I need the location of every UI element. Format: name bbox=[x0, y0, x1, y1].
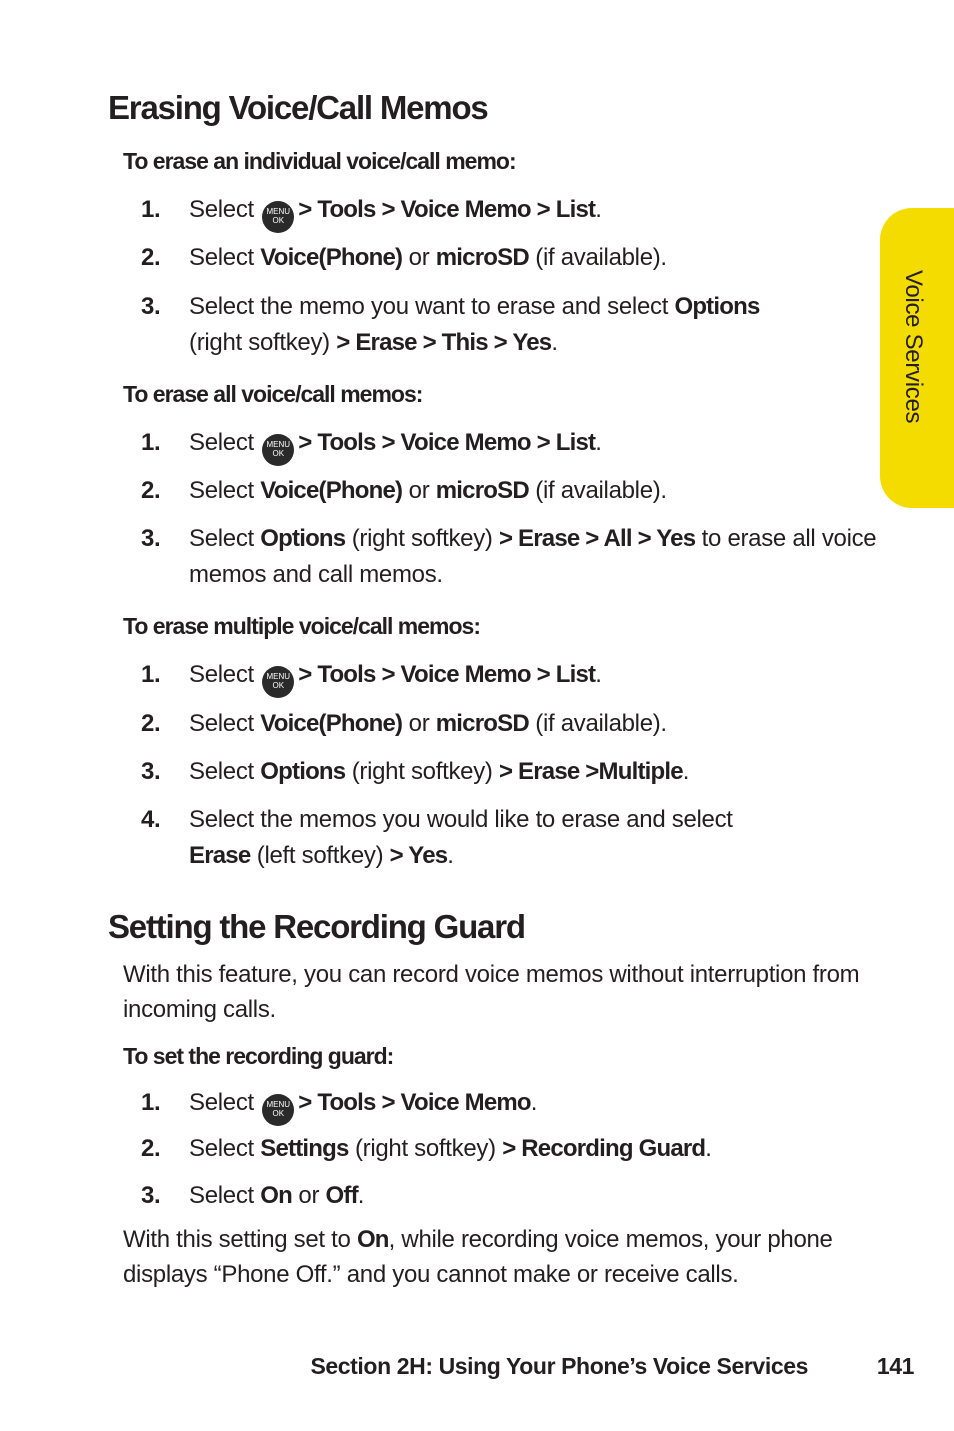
page-footer bbox=[0, 1348, 954, 1384]
guard-heading: Setting the Recording Guard bbox=[108, 908, 525, 945]
individual-step-2: 2. Select Voice(Phone) or microSD (if available). bbox=[141, 244, 667, 271]
guard-subheading: To set the recording guard: bbox=[123, 1043, 394, 1069]
menu-ok-key-icon: MENU OK bbox=[262, 201, 294, 233]
individual-step-3: 3. Select the memo you want to erase and select Options (right softkey) > Erase > This > Yes. bbox=[141, 293, 760, 356]
guard-outro: With this setting set to On, while recording voice memos, your phone displays “Phone Off.” and you cannot make or receive calls. bbox=[123, 1226, 833, 1288]
guard-step-3: 3. Select On or Off. bbox=[141, 1182, 365, 1209]
multiple-step-4: 4. Select the memos you would like to erase and select Erase (left softkey) > Yes. bbox=[141, 806, 733, 869]
menu-ok-key-icon: MENU OK bbox=[262, 434, 294, 466]
erasing-heading: Erasing Voice/Call Memos bbox=[108, 89, 488, 126]
individual-step-1: 1. Select MENU OK > Tools > Voice Memo > List. bbox=[141, 192, 881, 233]
individual-subheading: To erase an individual voice/call memo: bbox=[123, 148, 516, 174]
multiple-step-3: 3. Select Options (right softkey) > Erase >Multiple. bbox=[141, 758, 690, 785]
all-step-1: 1. Select MENU OK > Tools > Voice Memo > List. bbox=[141, 425, 881, 466]
all-step-3: 3. Select Options (right softkey) > Erase > All > Yes to erase all voice memos and call memos. bbox=[141, 525, 877, 588]
multiple-step-1: 1. Select MENU OK > Tools > Voice Memo > List. bbox=[141, 657, 881, 698]
all-subheading: To erase all voice/call memos: bbox=[123, 381, 423, 407]
guard-intro: With this feature, you can record voice memos without interruption from incoming calls. bbox=[123, 961, 860, 1023]
guard-step-1: 1. Select MENU OK > Tools > Voice Memo. bbox=[141, 1085, 881, 1126]
multiple-step-2: 2. Select Voice(Phone) or microSD (if available). bbox=[141, 710, 667, 737]
section-tab-label: Voice Services bbox=[900, 270, 927, 424]
page-number: 141 bbox=[876, 1353, 914, 1379]
menu-ok-key-icon: MENU OK bbox=[262, 666, 294, 698]
guard-step-2: 2. Select Settings (right softkey) > Recording Guard. bbox=[141, 1135, 712, 1162]
all-step-2: 2. Select Voice(Phone) or microSD (if available). bbox=[141, 477, 667, 504]
multiple-subheading: To erase multiple voice/call memos: bbox=[123, 613, 480, 639]
menu-ok-key-icon: MENU OK bbox=[262, 1094, 294, 1126]
footer-section-title: Section 2H: Using Your Phone’s Voice Services bbox=[310, 1353, 808, 1379]
